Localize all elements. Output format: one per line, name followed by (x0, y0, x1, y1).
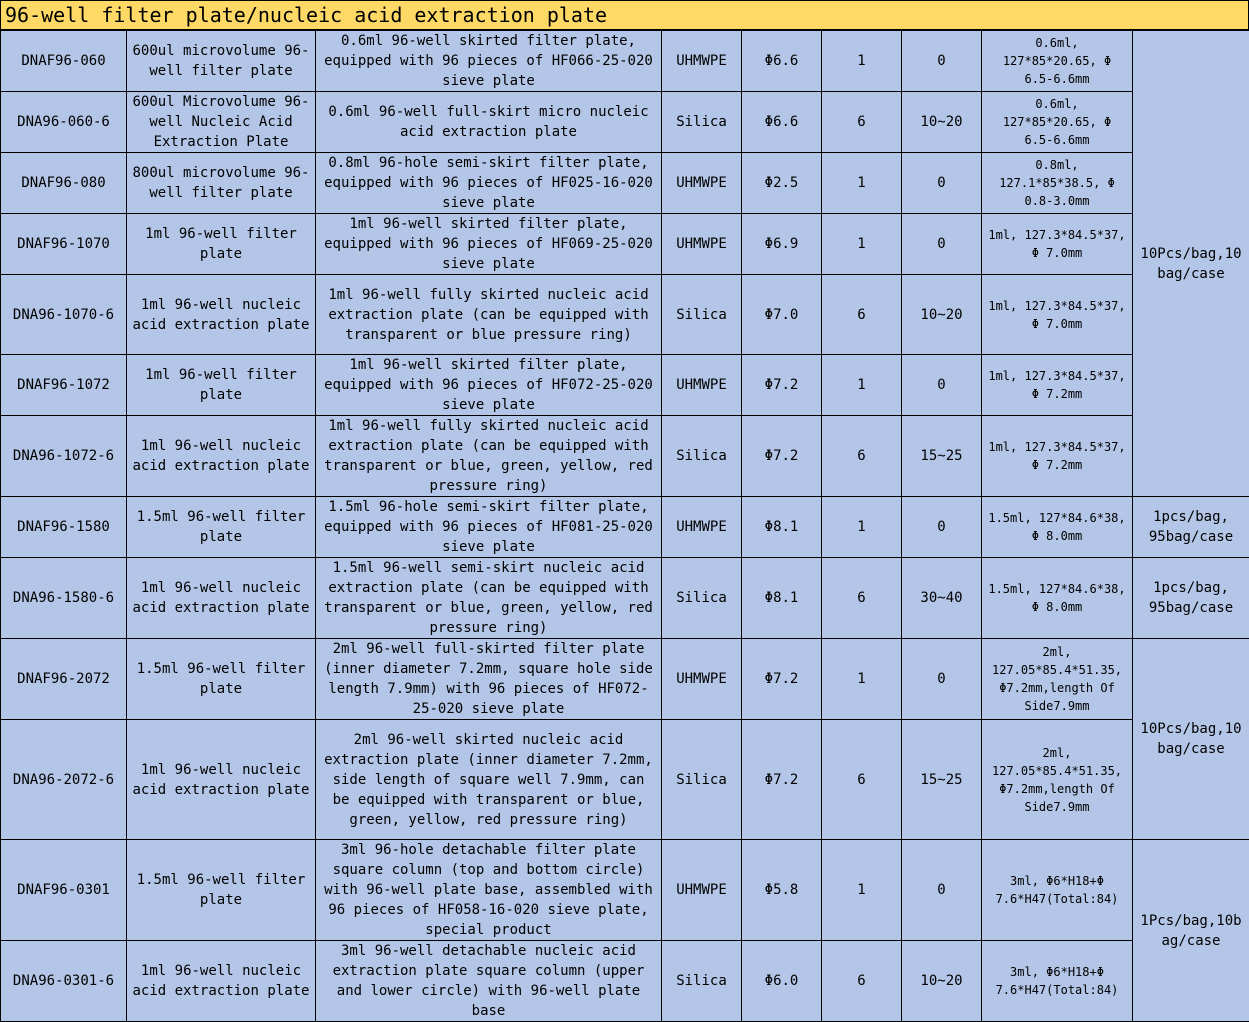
product-code-cell: DNAF96-1580 (1, 497, 127, 558)
product-name-cell: 1ml 96-well nucleic acid extraction plate (127, 720, 316, 840)
diameter-cell: Φ6.0 (742, 941, 822, 1022)
material-cell: Silica (662, 941, 742, 1022)
description-cell: 2ml 96-well skirted nucleic acid extraction plate (inner diameter 7.2mm, side length of square well 7.9mm, can be equipped with transparent or blue, green, yellow, red pressure ring) (316, 720, 662, 840)
diameter-cell: Φ6.9 (742, 214, 822, 275)
diameter-cell: Φ8.1 (742, 558, 822, 639)
specification-cell: 3ml, Φ6*H18+Φ 7.6*H47(Total:84) (982, 941, 1133, 1022)
specification-cell: 1.5ml, 127*84.6*38, Φ 8.0mm (982, 497, 1133, 558)
product-name-cell: 800ul microvolume 96-well filter plate (127, 153, 316, 214)
material-cell: UHMWPE (662, 153, 742, 214)
description-cell: 1ml 96-well skirted filter plate, equipped with 96 pieces of HF069-25-020 sieve plate (316, 214, 662, 275)
range-cell: 0 (902, 31, 982, 92)
quantity-cell: 1 (822, 639, 902, 720)
diameter-cell: Φ5.8 (742, 840, 822, 941)
specification-cell: 1.5ml, 127*84.6*38, Φ 8.0mm (982, 558, 1133, 639)
quantity-cell: 6 (822, 416, 902, 497)
material-cell: UHMWPE (662, 214, 742, 275)
material-cell: Silica (662, 92, 742, 153)
description-cell: 2ml 96-well full-skirted filter plate (inner diameter 7.2mm, square hole side length 7.9mm) with 96 pieces of HF072-25-020 sieve plate (316, 639, 662, 720)
description-cell: 0.8ml 96-hole semi-skirt filter plate, equipped with 96 pieces of HF025-16-020 sieve plate (316, 153, 662, 214)
product-name-cell: 1ml 96-well filter plate (127, 214, 316, 275)
range-cell: 0 (902, 497, 982, 558)
quantity-cell: 6 (822, 941, 902, 1022)
table-row (1, 275, 1249, 355)
material-cell: UHMWPE (662, 497, 742, 558)
product-code-cell: DNAF96-080 (1, 153, 127, 214)
description-cell: 0.6ml 96-well skirted filter plate, equipped with 96 pieces of HF066-25-020 sieve plate (316, 31, 662, 92)
range-cell: 15~25 (902, 416, 982, 497)
table-row (1, 497, 1249, 558)
material-cell: UHMWPE (662, 31, 742, 92)
diameter-cell: Φ7.2 (742, 416, 822, 497)
table-row (1, 840, 1249, 941)
table-row (1, 92, 1249, 153)
material-cell: UHMWPE (662, 355, 742, 416)
specification-cell: 0.6ml, 127*85*20.65, Φ 6.5-6.6mm (982, 31, 1133, 92)
range-cell: 10~20 (902, 941, 982, 1022)
product-code-cell: DNAF96-0301 (1, 840, 127, 941)
material-cell: Silica (662, 416, 742, 497)
specification-cell: 0.8ml, 127.1*85*38.5, Φ 0.8-3.0mm (982, 153, 1133, 214)
table-row (1, 941, 1249, 1022)
quantity-cell: 1 (822, 153, 902, 214)
description-cell: 3ml 96-well detachable nucleic acid extraction plate square column (upper and lower circle) with 96-well plate base (316, 941, 662, 1022)
range-cell: 15~25 (902, 720, 982, 840)
table-row (1, 153, 1249, 214)
product-table (0, 30, 1249, 1022)
description-cell: 3ml 96-hole detachable filter plate square column (top and bottom circle) with 96-well plate base, assembled with 96 pieces of HF058-16-020 sieve plate, special product (316, 840, 662, 941)
range-cell: 30~40 (902, 558, 982, 639)
packaging-cell: 10Pcs/bag,10 bag/case (1133, 31, 1249, 497)
packaging-cell: 1pcs/bag, 95bag/case (1133, 558, 1249, 639)
product-name-cell: 1ml 96-well nucleic acid extraction plate (127, 558, 316, 639)
product-code-cell: DNAF96-2072 (1, 639, 127, 720)
quantity-cell: 6 (822, 558, 902, 639)
specification-cell: 2ml, 127.05*85.4*51.35, Φ7.2mm,length Of Side7.9mm (982, 720, 1133, 840)
product-name-cell: 1ml 96-well filter plate (127, 355, 316, 416)
product-name-cell: 1.5ml 96-well filter plate (127, 497, 316, 558)
product-code-cell: DNA96-2072-6 (1, 720, 127, 840)
specification-cell: 1ml, 127.3*84.5*37, Φ 7.0mm (982, 275, 1133, 355)
product-name-cell: 1.5ml 96-well filter plate (127, 639, 316, 720)
specification-cell: 1ml, 127.3*84.5*37, Φ 7.2mm (982, 416, 1133, 497)
description-cell: 1ml 96-well fully skirted nucleic acid extraction plate (can be equipped with transparent or blue, green, yellow, red pressure ring) (316, 416, 662, 497)
table-row (1, 31, 1249, 92)
diameter-cell: Φ7.2 (742, 355, 822, 416)
product-code-cell: DNA96-060-6 (1, 92, 127, 153)
product-name-cell: 1ml 96-well nucleic acid extraction plate (127, 941, 316, 1022)
diameter-cell: Φ2.5 (742, 153, 822, 214)
quantity-cell: 6 (822, 275, 902, 355)
specification-cell: 1ml, 127.3*84.5*37, Φ 7.0mm (982, 214, 1133, 275)
diameter-cell: Φ8.1 (742, 497, 822, 558)
product-name-cell: 1ml 96-well nucleic acid extraction plate (127, 275, 316, 355)
packaging-cell: 1pcs/bag, 95bag/case (1133, 497, 1249, 558)
description-cell: 0.6ml 96-well full-skirt micro nucleic acid extraction plate (316, 92, 662, 153)
product-code-cell: DNAF96-060 (1, 31, 127, 92)
table-row (1, 720, 1249, 840)
material-cell: UHMWPE (662, 840, 742, 941)
material-cell: Silica (662, 720, 742, 840)
table-row (1, 355, 1249, 416)
material-cell: UHMWPE (662, 639, 742, 720)
range-cell: 0 (902, 153, 982, 214)
product-code-cell: DNA96-1580-6 (1, 558, 127, 639)
table-row (1, 214, 1249, 275)
table-row (1, 416, 1249, 497)
product-code-cell: DNA96-0301-6 (1, 941, 127, 1022)
table-row (1, 558, 1249, 639)
range-cell: 0 (902, 355, 982, 416)
quantity-cell: 1 (822, 214, 902, 275)
quantity-cell: 6 (822, 92, 902, 153)
product-code-cell: DNA96-1072-6 (1, 416, 127, 497)
range-cell: 0 (902, 214, 982, 275)
material-cell: Silica (662, 558, 742, 639)
range-cell: 0 (902, 639, 982, 720)
specification-cell: 1ml, 127.3*84.5*37, Φ 7.2mm (982, 355, 1133, 416)
description-cell: 1.5ml 96-well semi-skirt nucleic acid extraction plate (can be equipped with transparent or blue, green, yellow, red pressure ring) (316, 558, 662, 639)
material-cell: Silica (662, 275, 742, 355)
packaging-cell: 1Pcs/bag,10b ag/case (1133, 840, 1249, 1022)
product-name-cell: 1ml 96-well nucleic acid extraction plate (127, 416, 316, 497)
description-cell: 1.5ml 96-hole semi-skirt filter plate, equipped with 96 pieces of HF081-25-020 sieve plate (316, 497, 662, 558)
quantity-cell: 6 (822, 720, 902, 840)
description-cell: 1ml 96-well skirted filter plate, equipped with 96 pieces of HF072-25-020 sieve plate (316, 355, 662, 416)
specification-cell: 2ml, 127.05*85.4*51.35, Φ7.2mm,length Of Side7.9mm (982, 639, 1133, 720)
product-code-cell: DNAF96-1072 (1, 355, 127, 416)
specification-cell: 0.6ml, 127*85*20.65, Φ 6.5-6.6mm (982, 92, 1133, 153)
product-code-cell: DNAF96-1070 (1, 214, 127, 275)
diameter-cell: Φ7.2 (742, 720, 822, 840)
specification-cell: 3ml, Φ6*H18+Φ 7.6*H47(Total:84) (982, 840, 1133, 941)
packaging-cell: 10Pcs/bag,10 bag/case (1133, 639, 1249, 840)
quantity-cell: 1 (822, 840, 902, 941)
range-cell: 10~20 (902, 92, 982, 153)
table-row (1, 639, 1249, 720)
product-name-cell: 600ul microvolume 96-well filter plate (127, 31, 316, 92)
product-code-cell: DNA96-1070-6 (1, 275, 127, 355)
quantity-cell: 1 (822, 355, 902, 416)
description-cell: 1ml 96-well fully skirted nucleic acid extraction plate (can be equipped with transparent or blue pressure ring) (316, 275, 662, 355)
diameter-cell: Φ7.2 (742, 639, 822, 720)
product-name-cell: 600ul Microvolume 96-well Nucleic Acid Extraction Plate (127, 92, 316, 153)
diameter-cell: Φ6.6 (742, 31, 822, 92)
quantity-cell: 1 (822, 31, 902, 92)
quantity-cell: 1 (822, 497, 902, 558)
range-cell: 0 (902, 840, 982, 941)
diameter-cell: Φ7.0 (742, 275, 822, 355)
diameter-cell: Φ6.6 (742, 92, 822, 153)
page-title: 96-well filter plate/nucleic acid extraction plate (0, 0, 1249, 30)
range-cell: 10~20 (902, 275, 982, 355)
product-name-cell: 1.5ml 96-well filter plate (127, 840, 316, 941)
